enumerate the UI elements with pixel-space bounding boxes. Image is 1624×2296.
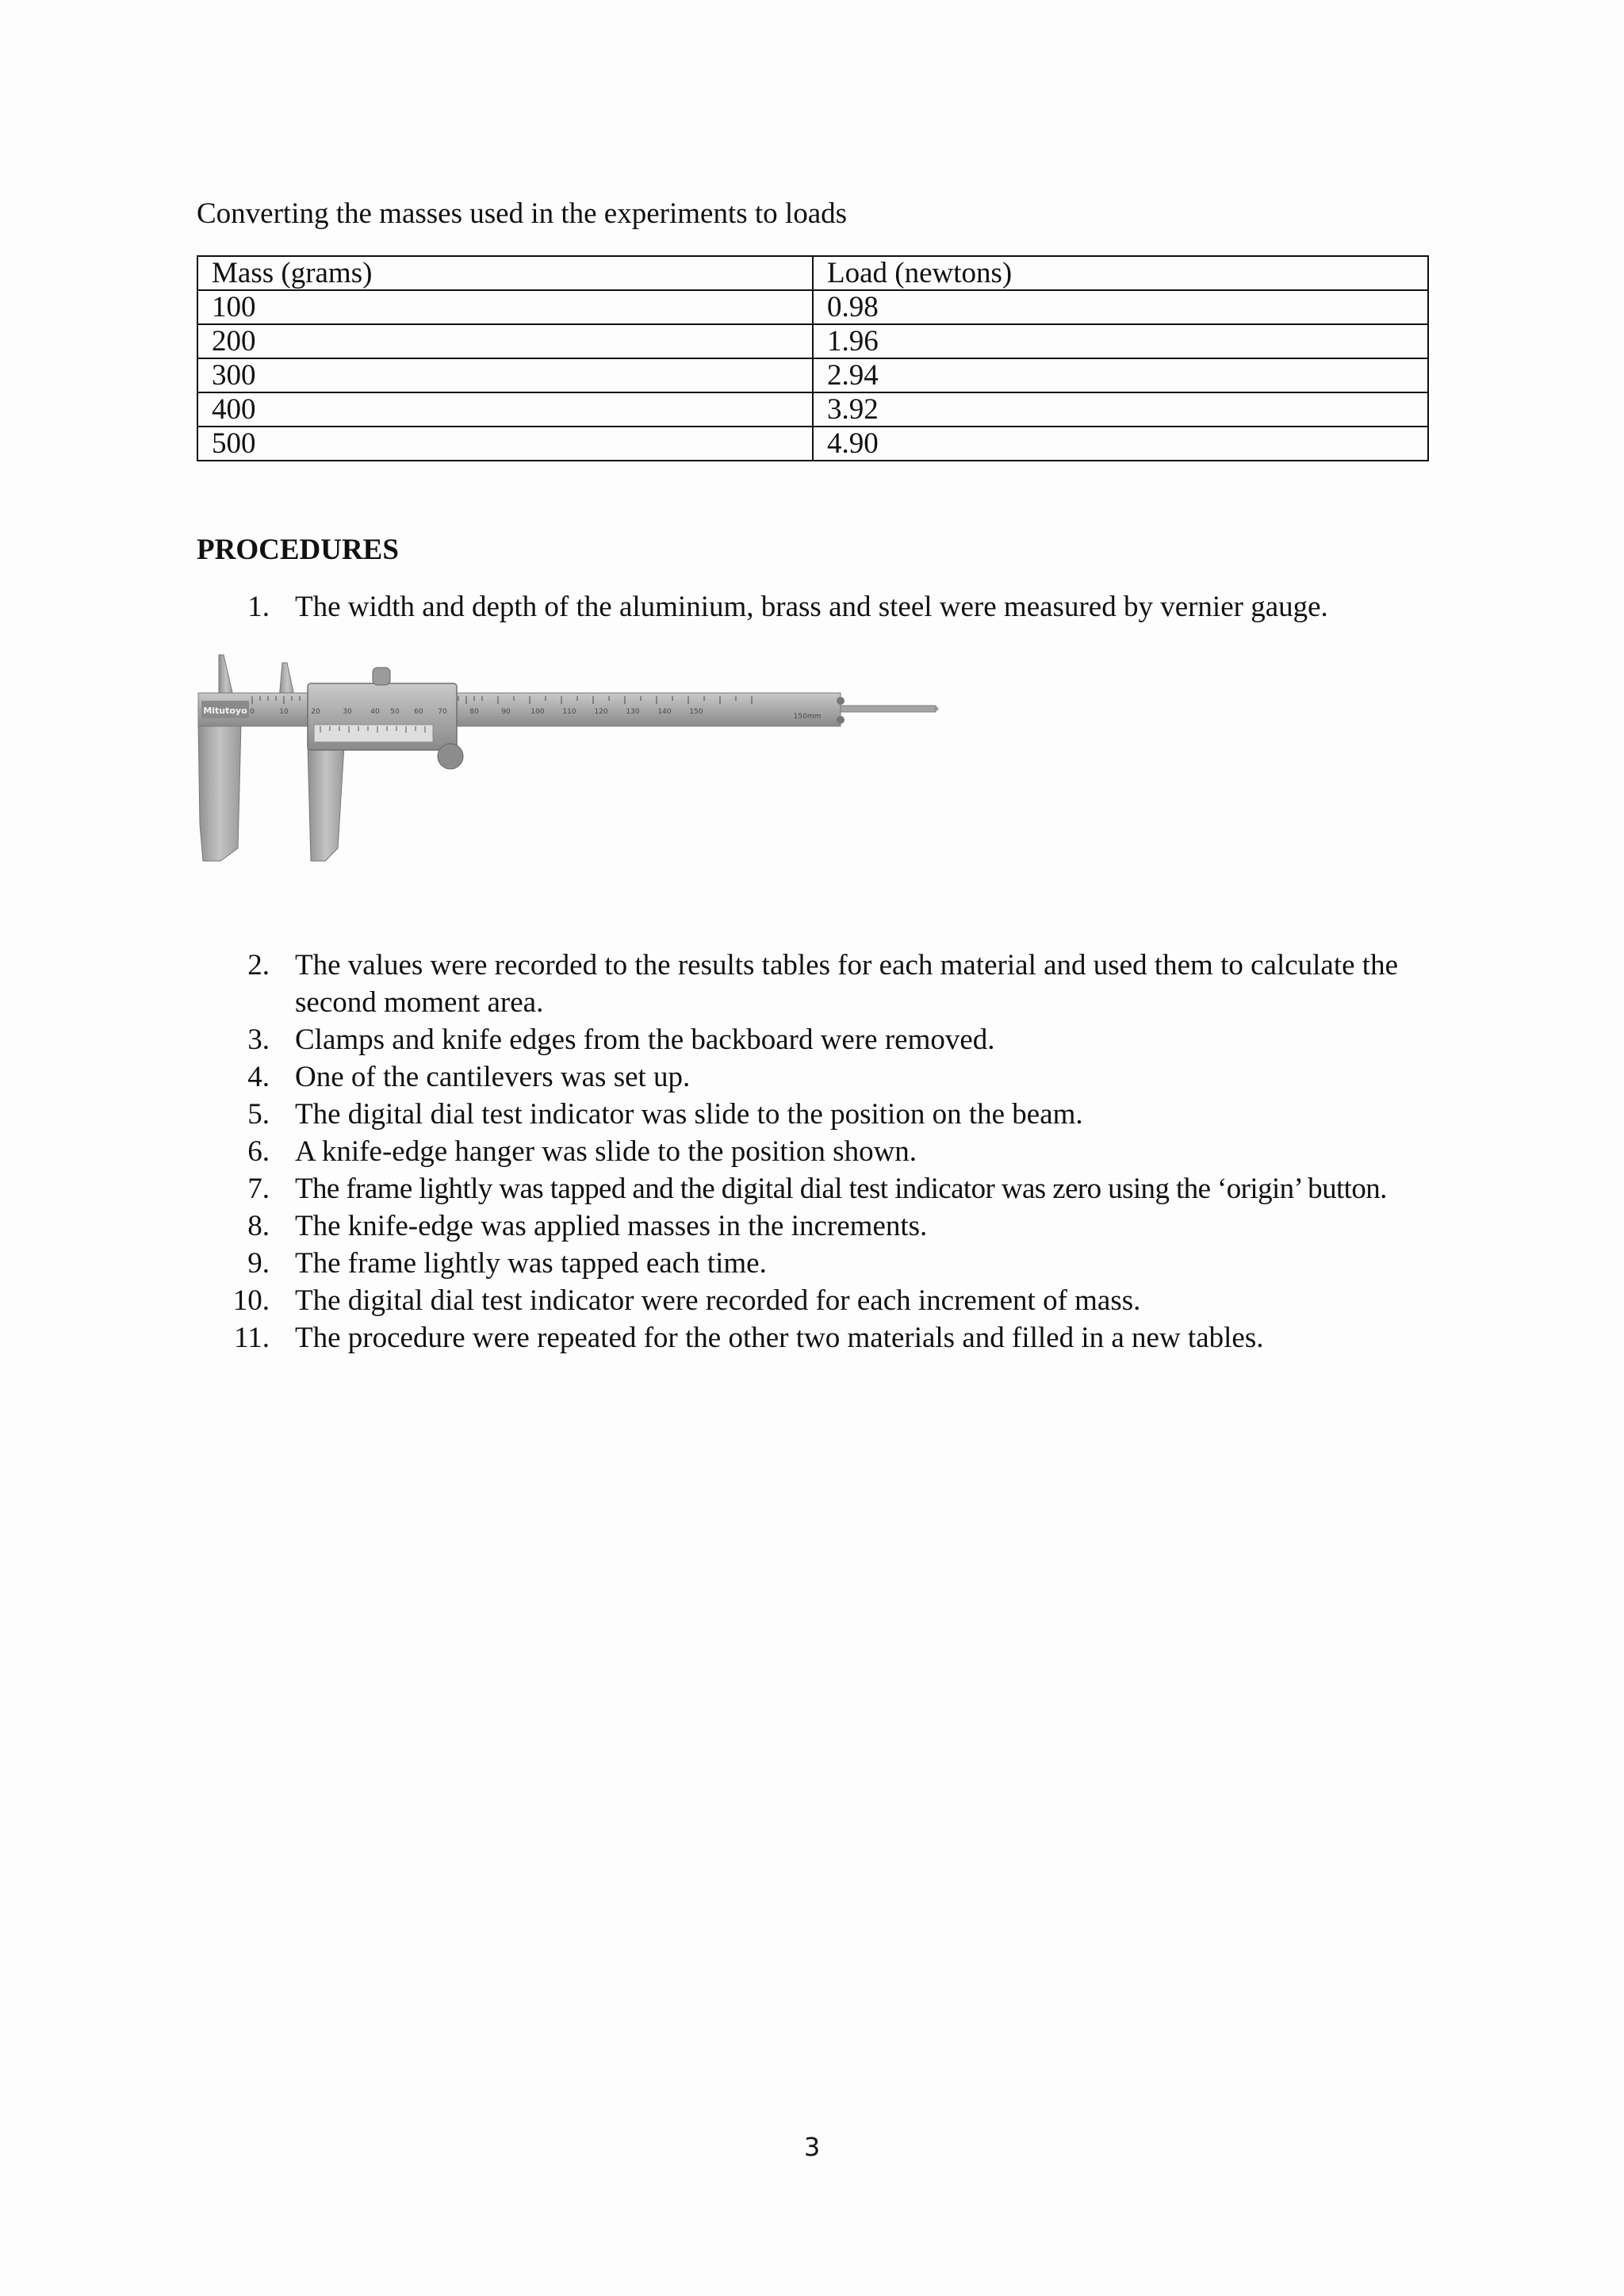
table-cell: 300 xyxy=(197,358,813,392)
step-number: 1. xyxy=(247,591,270,623)
step-text: A knife-edge hanger was slide to the position shown. xyxy=(295,1135,917,1168)
table-row xyxy=(197,290,1428,324)
step-text: The knife-edge was applied masses in the increments. xyxy=(295,1210,928,1242)
table-cell: 4.90 xyxy=(813,427,1428,461)
list-item xyxy=(0,1319,1442,1357)
list-item xyxy=(0,1245,1442,1282)
step-text: The values were recorded to the results tables for each material and used them to calculate the second moment area. xyxy=(295,949,1399,1019)
caliper-range-label: 150mm xyxy=(793,713,822,721)
table-row xyxy=(197,324,1428,358)
table-row xyxy=(197,358,1428,392)
scale-mark: 70 xyxy=(438,708,447,716)
mass-load-table xyxy=(197,255,1429,461)
step-number: 2. xyxy=(247,949,270,982)
caliper-brand-label: Mitutoyo xyxy=(203,706,247,716)
list-item xyxy=(0,1133,1442,1170)
list-item xyxy=(0,1282,1442,1319)
scale-mark: 20 xyxy=(311,708,320,716)
scale-mark: 40 xyxy=(370,708,380,716)
step-number: 3. xyxy=(247,1024,270,1056)
scale-mark: 110 xyxy=(562,708,576,716)
table-row xyxy=(197,392,1428,427)
step-number: 9. xyxy=(247,1247,270,1280)
step-number: 5. xyxy=(247,1098,270,1131)
table-cell: 3.92 xyxy=(813,392,1428,427)
scale-mark: 80 xyxy=(469,708,479,716)
list-item xyxy=(0,1058,1442,1096)
scale-mark: 10 xyxy=(279,708,289,716)
table-cell: 0.98 xyxy=(813,290,1428,324)
step-number: 8. xyxy=(247,1210,270,1242)
step-text: One of the cantilevers was set up. xyxy=(295,1061,691,1093)
list-item xyxy=(0,1207,1442,1245)
scale-mark: 150 xyxy=(689,708,703,716)
list-item xyxy=(0,1021,1442,1058)
scale-mark: 0 xyxy=(250,708,255,716)
step-text: The width and depth of the aluminium, brass and steel were measured by vernier gauge. xyxy=(295,591,1328,623)
table-cell: 200 xyxy=(197,324,813,358)
list-item xyxy=(0,947,1442,1021)
scale-mark: 100 xyxy=(530,708,545,716)
page-number: 3 xyxy=(803,2132,821,2162)
scale-mark: 50 xyxy=(390,708,400,716)
vernier-caliper-image xyxy=(197,650,939,864)
table-cell: 400 xyxy=(197,392,813,427)
table-cell: 2.94 xyxy=(813,358,1428,392)
step-number: 7. xyxy=(247,1173,270,1205)
intro-text: Converting the masses used in the experiments to loads xyxy=(197,197,848,230)
step-text: The digital dial test indicator was slide to the position on the beam. xyxy=(295,1098,1083,1131)
scale-mark: 140 xyxy=(657,708,672,716)
step-text: The frame lightly was tapped each time. xyxy=(295,1247,767,1280)
step-text: The procedure were repeated for the other two materials and filled in a new tables. xyxy=(295,1322,1264,1354)
scale-mark: 90 xyxy=(501,708,511,716)
procedure-list-continued xyxy=(0,947,1442,1357)
scale-mark: 30 xyxy=(343,708,352,716)
scale-mark: 120 xyxy=(594,708,608,716)
table-cell: 1.96 xyxy=(813,324,1428,358)
table-cell: 500 xyxy=(197,427,813,461)
step-text: Clamps and knife edges from the backboard were removed. xyxy=(295,1024,995,1056)
column-header: Mass (grams) xyxy=(197,256,813,290)
table-row xyxy=(197,427,1428,461)
list-item xyxy=(0,1096,1442,1133)
column-header: Load (newtons) xyxy=(813,256,1428,290)
table-header-row xyxy=(197,256,1428,290)
step-number: 11. xyxy=(234,1322,270,1354)
procedures-heading: PROCEDURES xyxy=(197,534,399,566)
step-number: 4. xyxy=(247,1061,270,1093)
scale-mark: 130 xyxy=(626,708,640,716)
scale-mark: 60 xyxy=(414,708,423,716)
procedure-list xyxy=(0,588,1442,626)
step-number: 6. xyxy=(247,1135,270,1168)
table-cell: 100 xyxy=(197,290,813,324)
step-text: The frame lightly was tapped and the digital dial test indicator was zero using the ‘origin’ button. xyxy=(295,1173,1387,1205)
list-item xyxy=(0,1170,1442,1207)
step-number: 10. xyxy=(232,1284,270,1317)
list-item xyxy=(0,588,1442,626)
step-text: The digital dial test indicator were recorded for each increment of mass. xyxy=(295,1284,1141,1317)
